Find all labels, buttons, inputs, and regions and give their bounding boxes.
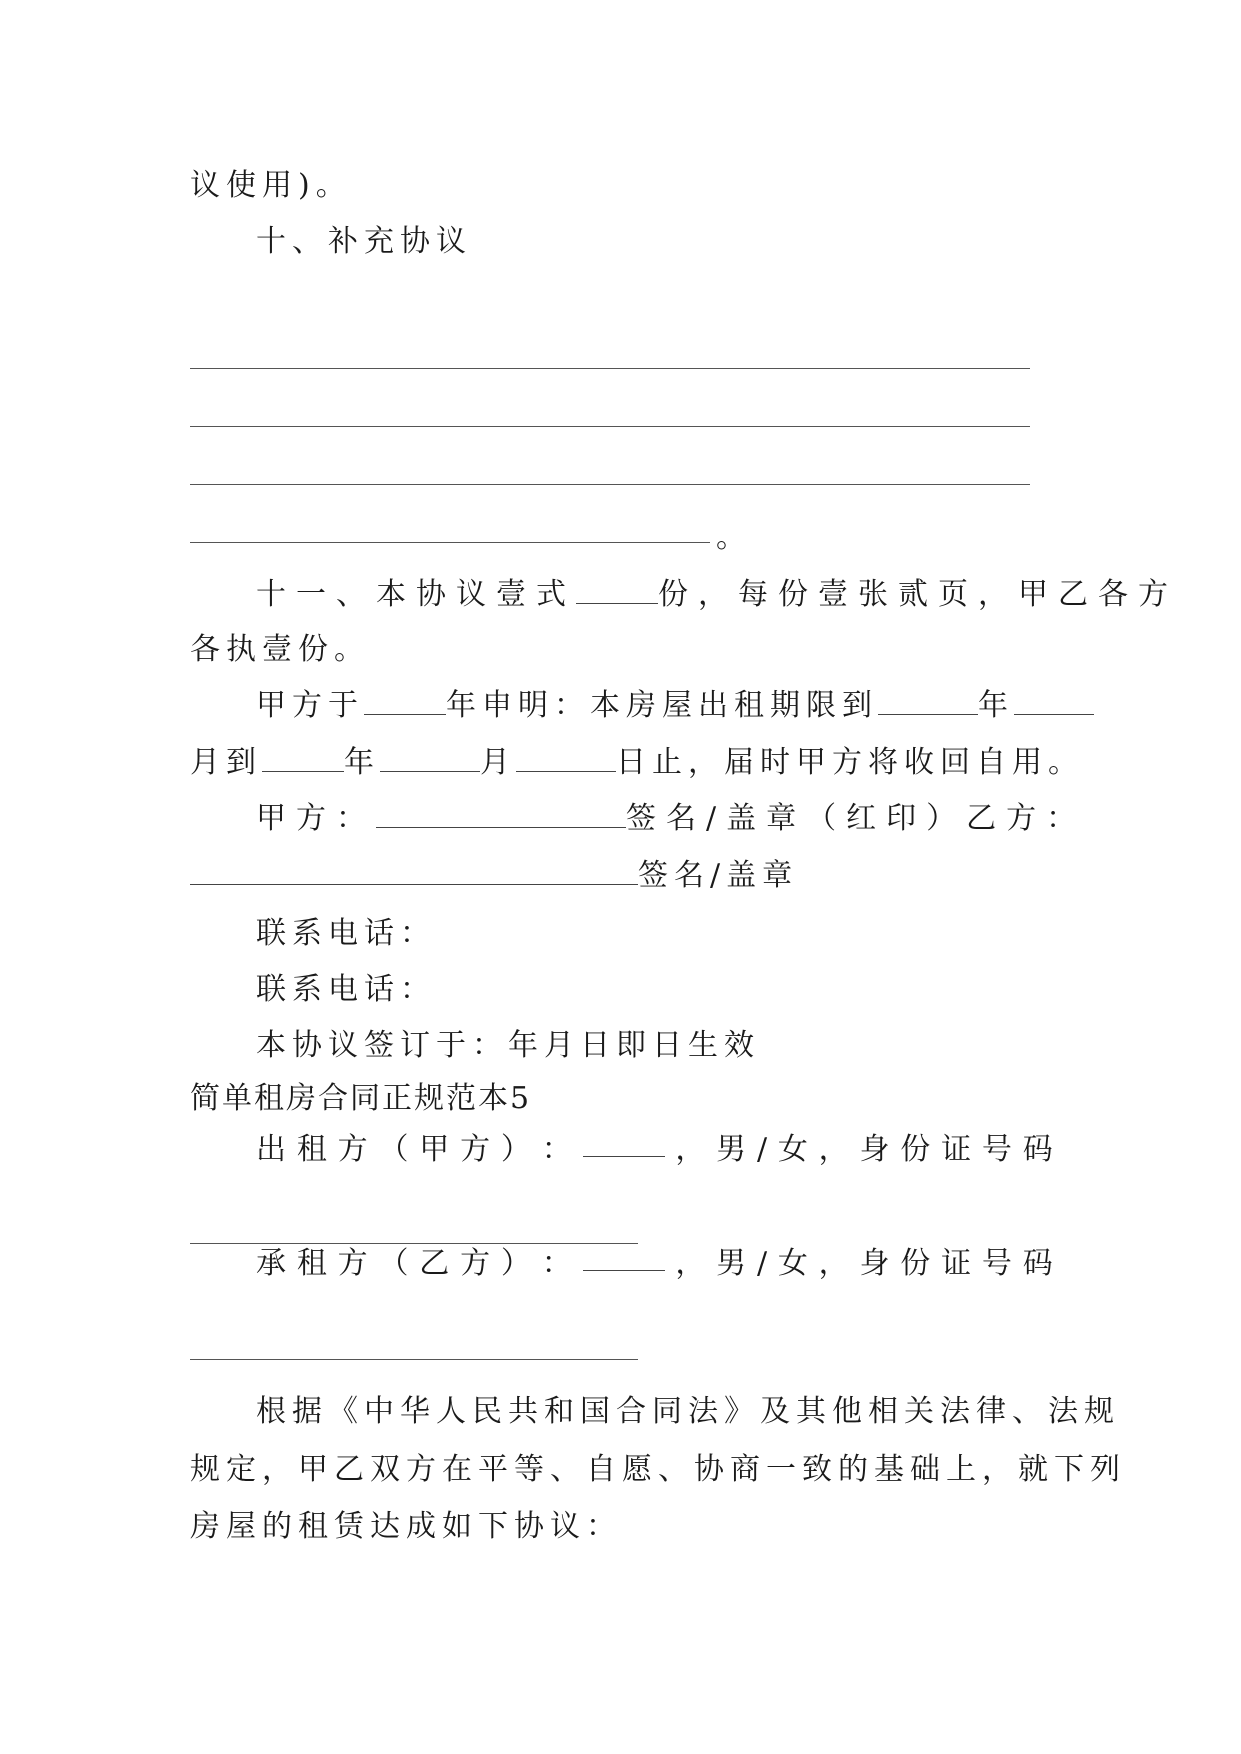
fill-blank <box>583 1130 665 1157</box>
paragraph-line: 本协议签订于：年月日即日生效 <box>256 1028 760 1063</box>
text-run: 月到 <box>190 745 262 780</box>
paragraph-line: 房屋的租赁达成如下协议： <box>190 1509 622 1544</box>
paragraph-line: 联系电话： <box>256 972 436 1007</box>
paragraph-line <box>190 743 1084 783</box>
text-char: / <box>756 1132 768 1167</box>
fill-blank <box>376 801 626 828</box>
text-char: （ <box>378 1132 409 1167</box>
blank-rule <box>190 542 710 543</box>
text-char: 份 <box>900 1246 931 1281</box>
text-char: 方 <box>460 1246 491 1281</box>
paragraph-line: 联系电话： <box>256 916 436 951</box>
text-char: 男 <box>716 1132 747 1167</box>
text-char: ： <box>541 1132 572 1167</box>
text-char: 码 <box>1022 1132 1053 1167</box>
paragraph-line <box>256 575 1178 615</box>
text-char: ， <box>675 1132 706 1167</box>
text-char: 身 <box>859 1246 890 1281</box>
text-char: 甲 <box>419 1132 450 1167</box>
text-char: ） <box>500 1246 531 1281</box>
fill-blank <box>516 745 616 772</box>
fill-blank <box>583 1244 665 1271</box>
text-char: 方 <box>337 1132 368 1167</box>
paragraph-line: 根据《中华人民共和国合同法》及其他相关法律、法规 <box>256 1394 1120 1429</box>
text-char: 出 <box>256 1132 286 1167</box>
text-char: 女 <box>777 1246 808 1281</box>
text-run: 甲方： <box>256 801 376 836</box>
fill-blank <box>1014 688 1094 715</box>
fill-blank <box>364 688 446 715</box>
fill-blank <box>262 745 344 772</box>
text-char: ： <box>541 1246 572 1281</box>
text-char: ， <box>818 1246 849 1281</box>
paragraph-line: 规定，甲乙双方在平等、自愿、协商一致的基础上，就下列 <box>190 1452 1126 1487</box>
party-line-lessor <box>256 1130 1053 1170</box>
fill-blank <box>380 745 480 772</box>
text-char: 份 <box>900 1132 931 1167</box>
text-run: 签名/盖章 <box>638 858 799 893</box>
text-char: 承 <box>256 1246 286 1281</box>
section-heading: 十、补充协议 <box>256 224 472 259</box>
paragraph-line: 各执壹份。 <box>190 632 370 667</box>
text-char: ， <box>675 1246 706 1281</box>
blank-rule <box>190 368 1030 369</box>
text-char: 身 <box>859 1132 890 1167</box>
text-char: 码 <box>1022 1246 1053 1281</box>
text-run: 十一、本协议壹式 <box>256 577 576 612</box>
fill-blank <box>190 858 638 885</box>
blank-rule <box>190 484 1030 485</box>
paragraph-line: 议使用)。 <box>190 168 352 203</box>
fill-blank <box>576 577 658 604</box>
paragraph-line <box>256 799 1086 839</box>
text-run: 年 <box>344 745 380 780</box>
period-mark: 。 <box>716 520 746 555</box>
text-char: 证 <box>941 1132 972 1167</box>
text-char: 男 <box>716 1246 747 1281</box>
text-run: 份，每份壹张贰页，甲乙各方 <box>658 577 1178 612</box>
blank-rule <box>190 1359 638 1360</box>
text-char: 号 <box>981 1246 1012 1281</box>
text-char: / <box>756 1246 768 1281</box>
blank-rule <box>190 426 1030 427</box>
text-run: 签名/盖章（红印）乙方： <box>626 801 1087 836</box>
paragraph-line <box>190 856 798 896</box>
text-char: ， <box>818 1132 849 1167</box>
text-char: 方 <box>337 1246 368 1281</box>
text-run: 年 <box>978 688 1014 723</box>
text-char: 女 <box>777 1132 808 1167</box>
text-char: 乙 <box>419 1246 450 1281</box>
text-char: （ <box>378 1246 409 1281</box>
text-run: 年申明：本房屋出租期限到 <box>446 688 878 723</box>
text-char: 号 <box>981 1132 1012 1167</box>
document-title: 简单租房合同正规范本5 <box>190 1081 532 1116</box>
text-run: 月 <box>480 745 516 780</box>
text-char: 租 <box>296 1246 327 1281</box>
party-line-lessee <box>256 1244 1053 1284</box>
text-char: 证 <box>941 1246 972 1281</box>
fill-blank <box>878 688 978 715</box>
text-char: ） <box>500 1132 531 1167</box>
text-char: 租 <box>296 1132 327 1167</box>
text-run: 日止，届时甲方将收回自用。 <box>616 745 1084 780</box>
text-run: 甲方于 <box>256 688 364 723</box>
text-char: 方 <box>460 1132 491 1167</box>
paragraph-line <box>256 686 1094 726</box>
